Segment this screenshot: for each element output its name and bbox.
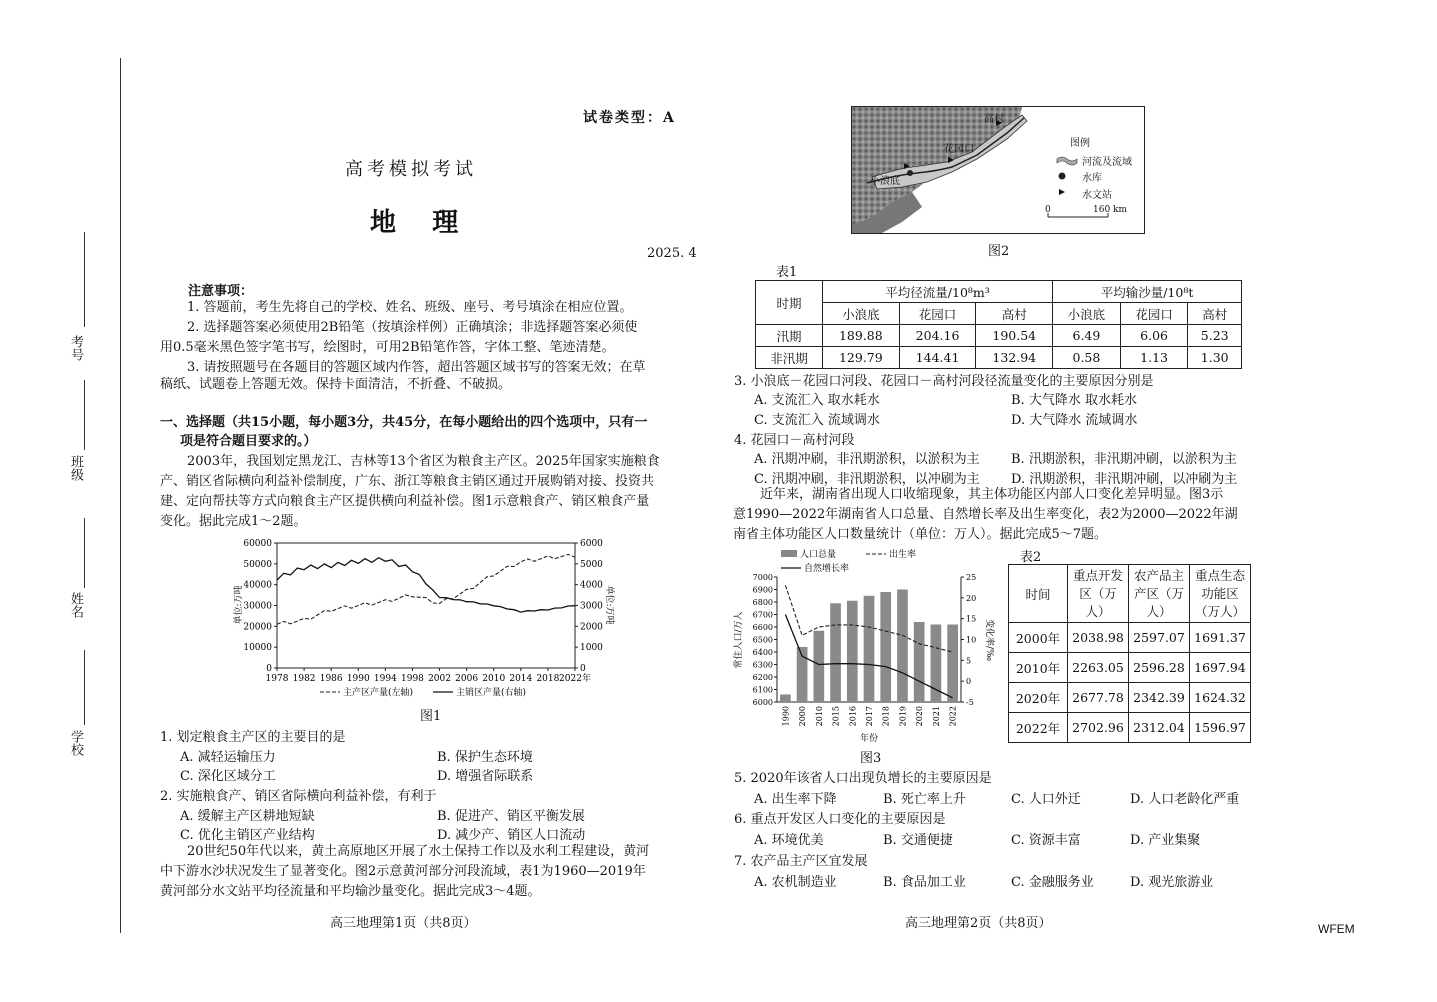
table-cell: 2263.05 — [1068, 653, 1129, 683]
passage-1-line: 2003年，我国划定黑龙江、吉林等13个省区为粮食主产区。2025年国家实施粮食 — [187, 454, 660, 469]
table-cell: 汛期 — [756, 325, 823, 347]
q6-option-c[interactable]: C. 资源丰富 — [1011, 833, 1081, 848]
table-cell: 2020年 — [1009, 683, 1068, 713]
legend-total-label: 人口总量 — [800, 550, 837, 560]
bar-population — [914, 622, 925, 702]
question-5-stem: 5. 2020年该省人口出现负增长的主要原因是 — [734, 771, 992, 786]
q6-option-d[interactable]: D. 产业集聚 — [1130, 833, 1201, 848]
left-tick-label: 10000 — [243, 643, 272, 654]
left-tick-label: 30000 — [243, 601, 272, 612]
figure-2-caption: 图2 — [988, 244, 1010, 259]
table-1-col: 高村 — [1188, 303, 1242, 325]
x-tick-label: 1990 — [781, 706, 791, 727]
x-tick-label: 2022 — [948, 706, 958, 727]
x-tick-label: 2010 — [814, 706, 824, 727]
left-tick-label: 6000 — [752, 698, 773, 707]
school-field-line — [84, 650, 85, 725]
legend-main-label: 主产区产量(左轴) — [343, 688, 414, 698]
legend-reservoir-label: 水库 — [1082, 173, 1102, 184]
table-cell: 2677.78 — [1068, 683, 1129, 713]
table-2-header: 重点生态功能区（万人） — [1190, 565, 1251, 623]
x-tick-label: 1998 — [401, 674, 424, 684]
q3-option-c[interactable]: C. 支流汇入 流域调水 — [754, 413, 880, 428]
legend-station-icon — [1059, 189, 1065, 195]
left-tick-label: 6500 — [752, 635, 773, 645]
y-axis-label-left: 单位:万吨 — [234, 585, 244, 625]
legend-river-icon — [1057, 157, 1077, 165]
x-tick-label: 1982 — [292, 674, 316, 684]
q3-option-d[interactable]: D. 大气降水 流域调水 — [1011, 413, 1138, 428]
q7-option-d[interactable]: D. 观光旅游业 — [1130, 875, 1214, 890]
table-1-col: 高村 — [976, 303, 1053, 325]
notice-item: 2. 选择题答案必须使用2B铅笔（按填涂样例）正确填涂；非选择题答案必须使 — [187, 320, 638, 335]
q1-option-d[interactable]: D. 增强省际联系 — [437, 769, 534, 784]
left-tick-label: 6900 — [752, 585, 773, 595]
table-1-col: 花园口 — [899, 303, 976, 325]
table-1-header-runoff: 平均径流量/10⁸m³ — [823, 281, 1053, 303]
exam-no-field-line — [84, 232, 85, 327]
x-tick-label: 2017 — [865, 706, 874, 727]
q7-option-c[interactable]: C. 金融服务业 — [1011, 875, 1094, 890]
notice-item: 3. 请按照题号在各题目的答题区域内作答，超出答题区域书写的答案无效；在草 — [187, 360, 646, 375]
section-heading-cont: 项是符合题目要求的。） — [180, 434, 317, 449]
q7-option-b[interactable]: B. 食品加工业 — [883, 875, 966, 890]
legend-total-swatch — [781, 550, 797, 557]
series-main-producing-line — [277, 554, 575, 624]
q1-option-b[interactable]: B. 保护生态环境 — [437, 750, 533, 765]
x-tick-label: 1978 — [265, 674, 289, 684]
passage-2-line: 中下游水沙状况发生了显著变化。图2示意黄河部分河段流域，表1为1960—2019年 — [160, 864, 646, 879]
figure-3-chart — [733, 545, 1003, 745]
series-main-selling-line — [277, 558, 575, 612]
table-cell: 2597.07 — [1129, 623, 1190, 653]
right-tick-label: 5 — [966, 656, 972, 666]
q3-option-a[interactable]: A. 支流汇入 取水耗水 — [754, 393, 880, 408]
table-cell: 2312.04 — [1129, 713, 1190, 743]
x-tick-label: 1994 — [373, 674, 397, 684]
table-cell: 1697.94 — [1190, 653, 1251, 683]
table-row — [1009, 653, 1251, 683]
right-tick-label: -5 — [966, 698, 974, 707]
notice-title: 注意事项： — [188, 284, 254, 299]
table-cell: 1596.97 — [1190, 713, 1251, 743]
label-gaocun: 高村 — [984, 114, 1004, 125]
question-4-stem: 4. 花园口－高村河段 — [734, 433, 855, 448]
q4-option-a[interactable]: A. 汛期冲刷，非汛期淤积，以淤积为主 — [754, 452, 980, 467]
left-tick-label: 50000 — [243, 559, 272, 570]
right-tick-label: 0 — [580, 664, 586, 674]
y-axis-label-left: 常住人口/万人 — [734, 611, 744, 669]
right-tick-label: 5000 — [580, 559, 603, 570]
bar-population — [880, 592, 891, 702]
table-cell: 129.79 — [823, 347, 900, 369]
binding-line — [120, 58, 121, 933]
question-6-stem: 6. 重点开发区人口变化的主要原因是 — [734, 812, 946, 827]
passage-1-line: 变化。据此完成1～2题。 — [160, 514, 307, 529]
x-tick-label: 2016 — [848, 706, 858, 727]
legend-station-label: 水文站 — [1082, 190, 1112, 201]
table-row — [756, 347, 1242, 369]
scale-label-0: 0 — [1045, 205, 1051, 215]
legend-birth-label: 出生率 — [889, 550, 917, 560]
passage-1-line: 建、定向帮扶等方式向粮食主产区提供横向利益补偿。图1示意粮食产、销区粮食产量 — [160, 494, 650, 509]
table-cell: 6.49 — [1053, 325, 1121, 347]
left-tick-label: 60000 — [243, 539, 272, 549]
question-1-stem: 1. 划定粮食主产区的主要目的是 — [160, 730, 346, 745]
exam-title: 高考模拟考试 — [345, 159, 477, 180]
left-tick-label: 0 — [266, 664, 272, 674]
passage-2-line: 20世纪50年代以来，黄土高原地区开展了水土保持工作以及水利工程建设，黄河 — [187, 844, 650, 859]
scale-label-160: 160 km — [1093, 205, 1128, 215]
table-row — [1009, 623, 1251, 653]
table-1-header-sediment: 平均输沙量/10⁸t — [1053, 281, 1242, 303]
table-cell: 6.06 — [1120, 325, 1188, 347]
side-label-school: 学校 — [68, 730, 83, 756]
passage-3-line: 南省主体功能区人口数量统计（单位：万人）。据此完成5～7题。 — [733, 527, 1108, 542]
q4-option-c[interactable]: C. 汛期冲刷，非汛期淤积，以冲刷为主 — [754, 472, 980, 487]
x-tick-label: 2002 — [428, 674, 451, 684]
table-2-header: 农产品主产区（万人） — [1129, 565, 1190, 623]
table-2-caption: 表2 — [1020, 550, 1042, 565]
q1-option-c[interactable]: C. 深化区域分工 — [180, 769, 276, 784]
bar-population — [830, 603, 841, 702]
footer-page-2: 高三地理第2页（共8页） — [905, 916, 1052, 931]
plot-frame — [277, 543, 575, 668]
right-tick-label: 4000 — [580, 580, 603, 591]
table-1 — [755, 280, 1242, 369]
left-tick-label: 7000 — [752, 573, 773, 582]
left-tick-label: 40000 — [243, 580, 272, 591]
left-tick-label: 6400 — [752, 648, 773, 657]
table-row — [1009, 713, 1251, 743]
right-tick-label: 20 — [966, 593, 977, 603]
right-tick-label: 1000 — [580, 643, 603, 654]
label-huayuankou: 花园口 — [944, 144, 974, 155]
q5-option-b[interactable]: B. 死亡率上升 — [883, 792, 966, 807]
table-cell: 2342.39 — [1129, 683, 1190, 713]
table-2-header: 时间 — [1009, 565, 1068, 623]
passage-3-line: 近年来，湖南省出现人口收缩现象，其主体功能区内部人口变化差异明显。图3示 — [760, 487, 1224, 502]
q2-option-c[interactable]: C. 优化主销区产业结构 — [180, 828, 315, 843]
right-tick-label: 6000 — [580, 539, 603, 549]
bar-population — [931, 625, 942, 703]
bar-population — [947, 625, 958, 703]
y-axis-label-right: 单位:万吨 — [604, 585, 614, 625]
q5-option-a[interactable]: A. 出生率下降 — [754, 792, 837, 807]
bar-population — [847, 601, 858, 702]
notice-item: 稿纸、试题卷上答题无效。保持卡面清洁，不折叠、不破损。 — [160, 377, 512, 392]
table-cell: 2010年 — [1009, 653, 1068, 683]
legend-title: 图例 — [1070, 138, 1090, 149]
exam-date: 2025. 4 — [647, 246, 697, 261]
figure-3-caption: 图3 — [860, 751, 882, 766]
table-cell: 1.13 — [1120, 347, 1188, 369]
x-axis-label: 年份 — [859, 734, 879, 744]
table-2 — [1008, 564, 1251, 743]
left-tick-label: 20000 — [243, 622, 272, 633]
bar-population — [897, 590, 908, 703]
q6-option-a[interactable]: A. 环境优美 — [754, 833, 824, 848]
x-tick-label: 2020 — [915, 706, 925, 727]
q4-option-d[interactable]: D. 汛期淤积，非汛期冲刷，以冲刷为主 — [1011, 472, 1238, 487]
question-7-stem: 7. 农产品主产区宜发展 — [734, 854, 868, 869]
legend-river-label: 河流及流域 — [1082, 157, 1132, 168]
table-1-header-period: 时期 — [756, 281, 823, 325]
table-cell: 132.94 — [976, 347, 1053, 369]
q6-option-b[interactable]: B. 交通便捷 — [883, 833, 953, 848]
reservoir-icon — [907, 170, 913, 176]
table-cell: 0.58 — [1053, 347, 1121, 369]
table-2-header: 重点开发区（万人） — [1068, 565, 1129, 623]
right-tick-label: 25 — [966, 573, 977, 582]
x-tick-label: 2018 — [536, 674, 560, 684]
footer-page-1: 高三地理第1页（共8页） — [330, 916, 477, 931]
q2-option-a[interactable]: A. 缓解主产区耕地短缺 — [180, 809, 315, 824]
q3-option-b[interactable]: B. 大气降水 取水耗水 — [1011, 393, 1137, 408]
watermark-code: WFEM — [1318, 922, 1355, 936]
table-cell: 2038.98 — [1068, 623, 1129, 653]
notice-item: 用0.5毫米黑色签字笔书写，绘图时，可用2B铅笔作答，字体工整、笔迹清楚。 — [160, 340, 615, 355]
left-tick-label: 6800 — [752, 598, 773, 607]
passage-2-line: 黄河部分水文站平均径流量和平均输沙量变化。据此完成3～4题。 — [160, 884, 541, 899]
passage-1-line: 产、销区省际横向利益补偿制度，广东、浙江等粮食主销区通过开展购销对接、投资共 — [160, 474, 655, 489]
x-tick-label: 2006 — [455, 674, 479, 684]
q5-option-c[interactable]: C. 人口外迁 — [1011, 792, 1081, 807]
side-label-exam-no: 考号 — [68, 335, 83, 361]
right-tick-label: 15 — [966, 614, 977, 624]
figure-1-chart — [215, 535, 615, 705]
legend-reservoir-icon — [1059, 173, 1066, 180]
side-label-name: 姓名 — [68, 592, 83, 618]
table-cell: 1624.32 — [1190, 683, 1251, 713]
y-axis-label-right: 变化率/‰ — [984, 618, 994, 662]
label-xiaolangdi: 小浪底 — [870, 176, 900, 187]
table-cell: 5.23 — [1188, 325, 1242, 347]
x-tick-label: 2022年 — [559, 674, 591, 684]
table-cell: 190.54 — [976, 325, 1053, 347]
q4-option-b[interactable]: B. 汛期淤积，非汛期冲刷，以淤积为主 — [1011, 452, 1237, 467]
x-tick-label: 1990 — [346, 674, 370, 684]
table-cell: 1.30 — [1188, 347, 1242, 369]
x-tick-label: 1986 — [319, 674, 343, 684]
bar-population — [780, 695, 791, 703]
right-tick-label: 10 — [966, 635, 977, 645]
right-tick-label: 3000 — [580, 601, 603, 612]
table-row — [1009, 683, 1251, 713]
subject-title: 地 理 — [370, 208, 459, 238]
q2-option-d[interactable]: D. 减少产、销区人口流动 — [437, 828, 586, 843]
table-1-caption: 表1 — [776, 265, 798, 280]
table-cell: 189.88 — [823, 325, 900, 347]
class-field-line — [84, 380, 85, 450]
q5-option-d[interactable]: D. 人口老龄化严重 — [1130, 792, 1240, 807]
table-1-col: 小浪底 — [823, 303, 900, 325]
table-1-col: 花园口 — [1120, 303, 1188, 325]
x-tick-label: 2010 — [482, 674, 506, 684]
x-tick-label: 2000 — [798, 706, 808, 727]
x-tick-label: 2015 — [831, 706, 841, 727]
figure-1-caption: 图1 — [420, 709, 442, 724]
table-cell: 2596.28 — [1129, 653, 1190, 683]
q1-option-a[interactable]: A. 减轻运输压力 — [180, 750, 276, 765]
figure-2-map — [851, 106, 1145, 234]
x-tick-label: 2019 — [898, 706, 908, 727]
left-tick-label: 6200 — [752, 673, 773, 682]
q7-option-a[interactable]: A. 农机制造业 — [754, 875, 837, 890]
left-tick-label: 6600 — [752, 623, 773, 632]
table-cell: 2702.96 — [1068, 713, 1129, 743]
left-tick-label: 6700 — [752, 610, 773, 620]
right-tick-label: 0 — [966, 677, 972, 687]
notice-item: 1. 答题前，考生先将自己的学校、姓名、班级、座号、考号填涂在相应位置。 — [187, 300, 633, 315]
legend-sales-label: 主销区产量(右轴) — [456, 688, 527, 698]
table-1-col: 小浪底 — [1053, 303, 1121, 325]
table-cell: 204.16 — [899, 325, 976, 347]
table-cell: 2022年 — [1009, 713, 1068, 743]
x-tick-label: 2014 — [509, 674, 533, 684]
question-3-stem: 3. 小浪底－花园口河段、花园口－高村河段径流量变化的主要原因分别是 — [734, 374, 1154, 389]
paper-type: 试卷类型：A — [583, 110, 676, 126]
bar-population — [813, 631, 824, 702]
table-cell: 1691.37 — [1190, 623, 1251, 653]
x-tick-label: 2018 — [881, 706, 891, 727]
left-tick-label: 6100 — [752, 685, 773, 695]
table-row — [756, 325, 1242, 347]
left-tick-label: 6300 — [752, 660, 773, 670]
legend-natural-label: 自然增长率 — [804, 564, 850, 574]
side-label-class: 班级 — [68, 455, 83, 481]
passage-3-line: 意1990—2022年湖南省人口总量、自然增长率及出生率变化，表2为2000—2022年湖 — [733, 507, 1238, 522]
q2-option-b[interactable]: B. 促进产、销区平衡发展 — [437, 809, 585, 824]
table-cell: 非汛期 — [756, 347, 823, 369]
section-heading: 一、选择题（共15小题，每小题3分，共45分，在每小题给出的四个选项中，只有一 — [160, 415, 648, 430]
table-cell: 2000年 — [1009, 623, 1068, 653]
name-field-line — [84, 518, 85, 588]
table-cell: 144.41 — [899, 347, 976, 369]
question-2-stem: 2. 实施粮食产、销区省际横向利益补偿，有利于 — [160, 789, 437, 804]
x-tick-label: 2021 — [931, 706, 941, 727]
bar-population — [864, 596, 875, 702]
right-tick-label: 2000 — [580, 622, 603, 633]
